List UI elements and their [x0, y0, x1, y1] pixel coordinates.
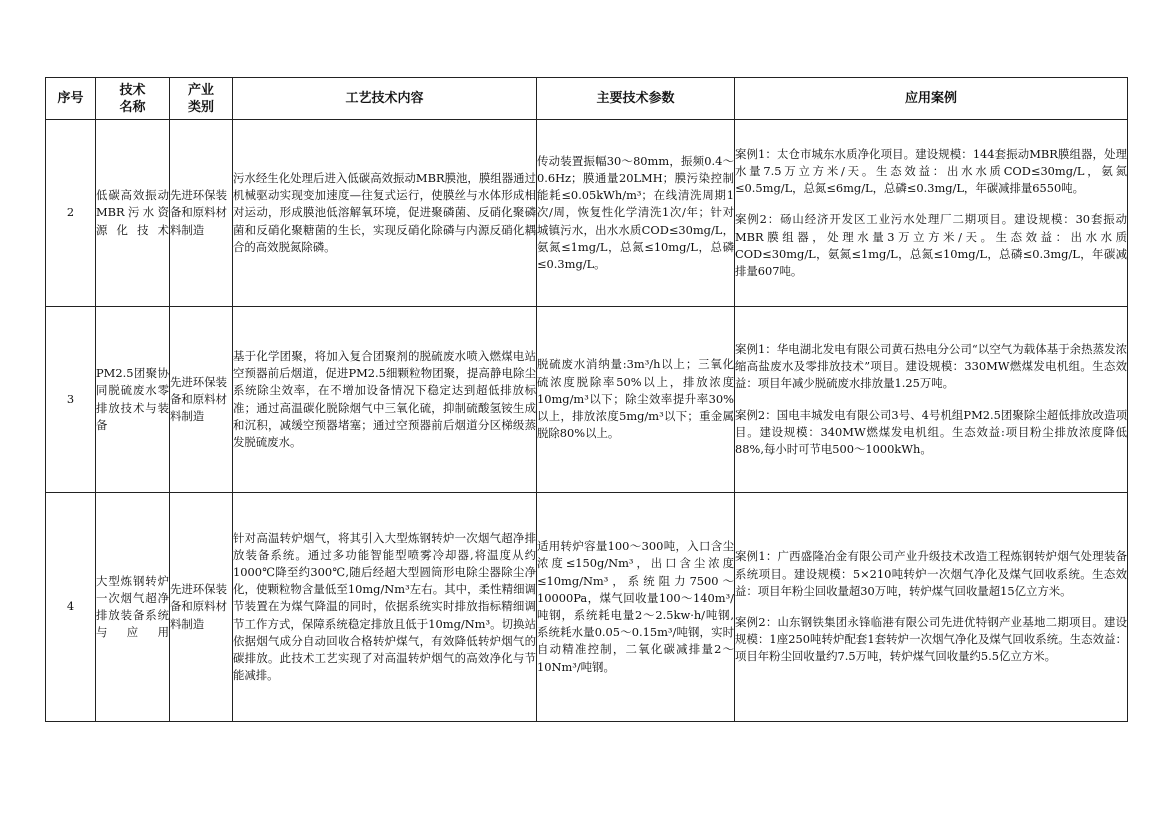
application-cases [735, 493, 1128, 722]
application-cases [735, 307, 1128, 493]
process-content: 针对高温转炉烟气，将其引入大型炼钢转炉一次烟气超净排放装备系统。通过多功能智能型喷雾冷却器,将温度从约1000℃降至约300℃,随后经超大型圆筒形电除尘器除尘净化，使颗粒物含量低至10mg/Nm³左右。其中，柔性精细调节装置在为煤气降温的同时，依据系统实时排放指标精细调节工作方式，保障系统稳定排放且低于10mg/Nm³。切换站依据烟气成分自动回收合格转炉煤气，有效降低转炉烟气的碳排放。此技术工艺实现了对高温转炉烟气的高效净化与节能减排。 [233, 493, 537, 722]
tech-name: 低碳高效振动MBR污水资源化技术 [96, 120, 170, 307]
case-item: 案例2：国电丰城发电有限公司3号、4号机组PM2.5团聚除尘超低排放改造项目。建设规模：340MW燃煤发电机组。生态效益:项目粉尘排放浓度降低88%,每小时可节电500～1000kWh。 [735, 407, 1127, 456]
case-item: 案例2：山东钢铁集团永锋临港有限公司先进优特钢产业基地二期项目。建设规模：1座250吨转炉配套1套转炉一次烟气净化及煤气回收系统。生态效益：项目年粉尘回收量约7.5万吨，转炉煤气回收量约5.5亿立方米。 [735, 615, 1127, 664]
header-content: 工艺技术内容 [233, 78, 537, 120]
industry-category: 先进环保装备和原料材料制造 [170, 120, 233, 307]
table-row [46, 307, 1128, 493]
case-item: 案例1：太仓市城东水质净化项目。建设规模：144套振动MBR膜组器，处理水量7.5万立方米/天。生态效益：出水水质COD≤30mg/L，氨氮≤0.5mg/L，总氮≤6mg/L，总磷≤0.3mg/L，年碳减排量6550吨。 [735, 146, 1127, 196]
header-no: 序号 [46, 78, 96, 120]
row-number: 3 [46, 307, 96, 493]
industry-category: 先进环保装备和原料材料制造 [170, 307, 233, 493]
application-cases [735, 120, 1128, 307]
tech-name: PM2.5团聚协同脱硫废水零排放技术与装备 [96, 307, 170, 493]
tech-params: 脱硫废水消纳量:3m³/h以上；三氧化硫浓度脱除率50%以上，排放浓度10mg/m³以下；除尘效率提升率30%以上，排放浓度5mg/m³以下；重金属脱除80%以上。 [537, 307, 735, 493]
header-industry: 产业类别 [170, 78, 233, 120]
header-cases: 应用案例 [735, 78, 1128, 120]
tech-name: 大型炼钢转炉一次烟气超净排放装备系统与应用 [96, 493, 170, 722]
case-item: 案例2：砀山经济开发区工业污水处理厂二期项目。建设规模：30套振动MBR膜组器，处理水量3万立方米/天。生态效益：出水水质COD≤30mg/L，氨氮≤1mg/L，总氮≤10mg/L，总磷≤0.3mg/L，年碳减排量607吨。 [735, 212, 1127, 278]
table-row [46, 120, 1128, 307]
technology-table [45, 77, 1128, 722]
case-item: 案例1：华电湖北发电有限公司黄石热电分公司“以空气为载体基于余热蒸发浓缩高盐废水及零排放技术”项目。建设规模：330MW燃煤发电机组。生态效益：项目年减少脱硫废水排放量1.25万吨。 [735, 341, 1127, 391]
header-row [46, 78, 1128, 120]
tech-params: 传动装置振幅30～80mm，振频0.4～0.6Hz；膜通量20LMH；膜污染控制能耗≤0.05kWh/m³；在线清洗周期1次/周，恢复性化学清洗1次/年；针对城镇污水，出水水质COD≤30mg/L，氨氮≤1mg/L，总氮≤10mg/L，总磷≤0.3mg/L。 [537, 120, 735, 307]
process-content: 污水经生化处理后进入低碳高效振动MBR膜池，膜组器通过机械驱动实现变加速度—往复式运行，使膜丝与水体形成相对运动，形成膜池低溶解氧环境，促进聚磷菌、反硝化聚磷菌和反硝化聚糖菌的生长，实现反硝化除磷与内源反硝化耦合的高效脱氮除磷。 [233, 120, 537, 307]
row-number: 2 [46, 120, 96, 307]
tech-params: 适用转炉容量100～300吨，入口含尘浓度≤150g/Nm³，出口含尘浓度≤10mg/Nm³，系统阻力7500～10000Pa，煤气回收量100～140m³/吨钢，系统耗电量2～2.5kw·h/吨钢,系统耗水量0.05～0.15m³/吨钢，实时自动精准控制，二氧化碳减排量2～10Nm³/吨钢。 [537, 493, 735, 722]
process-content: 基于化学团聚，将加入复合团聚剂的脱硫废水喷入燃煤电站空预器前后烟道，促进PM2.5细颗粒物团聚，提高静电除尘系统除尘效率，在不增加设备情况下稳定达到超低排放标准；通过高温碳化脱除烟气中三氧化硫，抑制硫酸氢铵生成和沉积，减缓空预器堵塞；通过空预器前后烟道分区梯级蒸发脱硫废水。 [233, 307, 537, 493]
case-item: 案例1：广西盛隆冶金有限公司产业升级技术改造工程炼钢转炉烟气处理装备系统项目。建设规模：5×210吨转炉一次烟气净化及煤气回收系统。生态效益：项目年粉尘回收量超30万吨，转炉煤气回收量超15亿立方米。 [735, 549, 1127, 598]
row-number: 4 [46, 493, 96, 722]
table-row [46, 493, 1128, 722]
header-params: 主要技术参数 [537, 78, 735, 120]
header-tech-name: 技术名称 [96, 78, 170, 120]
industry-category: 先进环保装备和原料材料制造 [170, 493, 233, 722]
